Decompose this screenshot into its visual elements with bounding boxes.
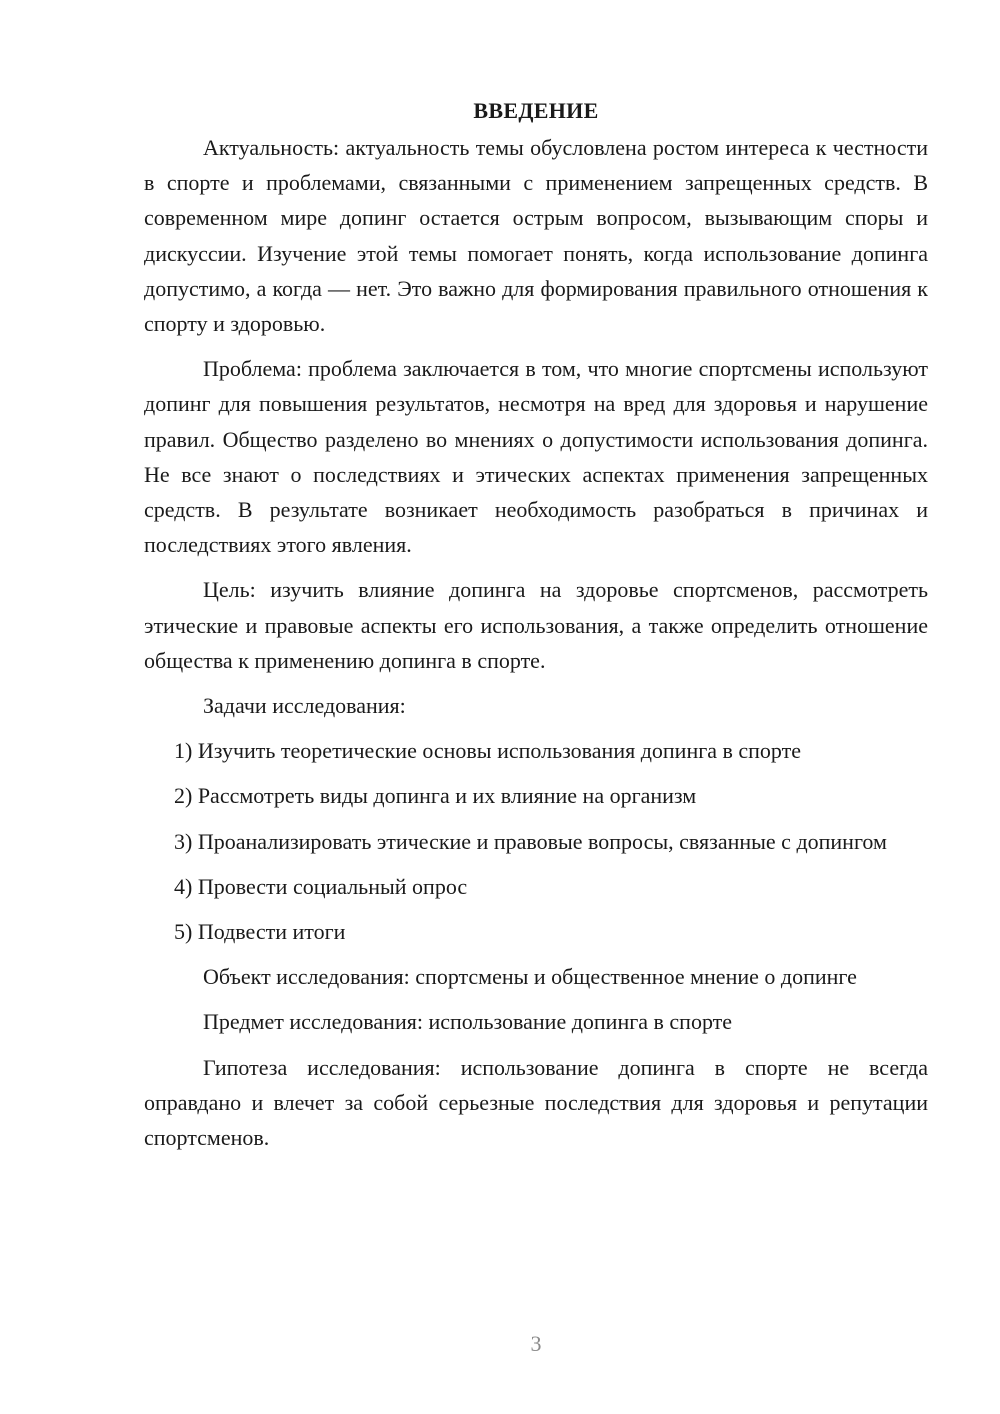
task-item-2: 2) Рассмотреть виды допинга и их влияние на организм bbox=[174, 783, 697, 809]
paragraph-relevance: Актуальность: актуальность темы обусловлена ростом интереса к честности в спорте и проблемами, связанными с применением запрещенных средств. В современном мире допинг остается острым вопросом, вызывающим споры и дискуссии. Изучение этой темы помогает понять, когда использование допинга допустимо, а когда — нет. Это важно для формирования правильного отношения к спорту и здоровью. bbox=[144, 135, 928, 337]
document-page bbox=[144, 96, 928, 1165]
task-item-1: 1) Изучить теоретические основы использования допинга в спорте bbox=[174, 738, 802, 764]
page-number: 3 bbox=[530, 1331, 542, 1356]
paragraph-subject: Предмет исследования: использование допинга в спорте bbox=[203, 1009, 733, 1035]
task-item-3: 3) Проанализировать этические и правовые вопросы, связанные с допингом bbox=[174, 828, 887, 854]
task-item-4: 4) Провести социальный опрос bbox=[174, 873, 468, 899]
paragraph-goal: Цель: изучить влияние допинга на здоровье спортсменов, рассмотреть этические и правовые аспекты его использования, а также определить отношение общества к применению допинга в спорте. bbox=[144, 577, 928, 673]
tasks-title: Задачи исследования: bbox=[203, 693, 406, 719]
paragraph-object: Объект исследования: спортсмены и общественное мнение о допинге bbox=[203, 964, 857, 990]
task-item-5: 5) Подвести итоги bbox=[174, 919, 346, 945]
paragraph-problem: Проблема: проблема заключается в том, что многие спортсмены используют допинг для повышения результатов, несмотря на вред для здоровья и нарушение правил. Общество разделено во мнениях о допустимости использования допинга. Не все знают о последствиях и этических аспектах применения запрещенных средств. В результате возникает необходимость разобраться в причинах и последствиях этого явления. bbox=[144, 356, 928, 558]
page-title: ВВЕДЕНИЕ bbox=[473, 98, 599, 123]
paragraph-hypothesis: Гипотеза исследования: использование допинга в спорте не всегда оправдано и влечет за собой серьезные последствия для здоровья и репутации спортсменов. bbox=[144, 1054, 928, 1151]
